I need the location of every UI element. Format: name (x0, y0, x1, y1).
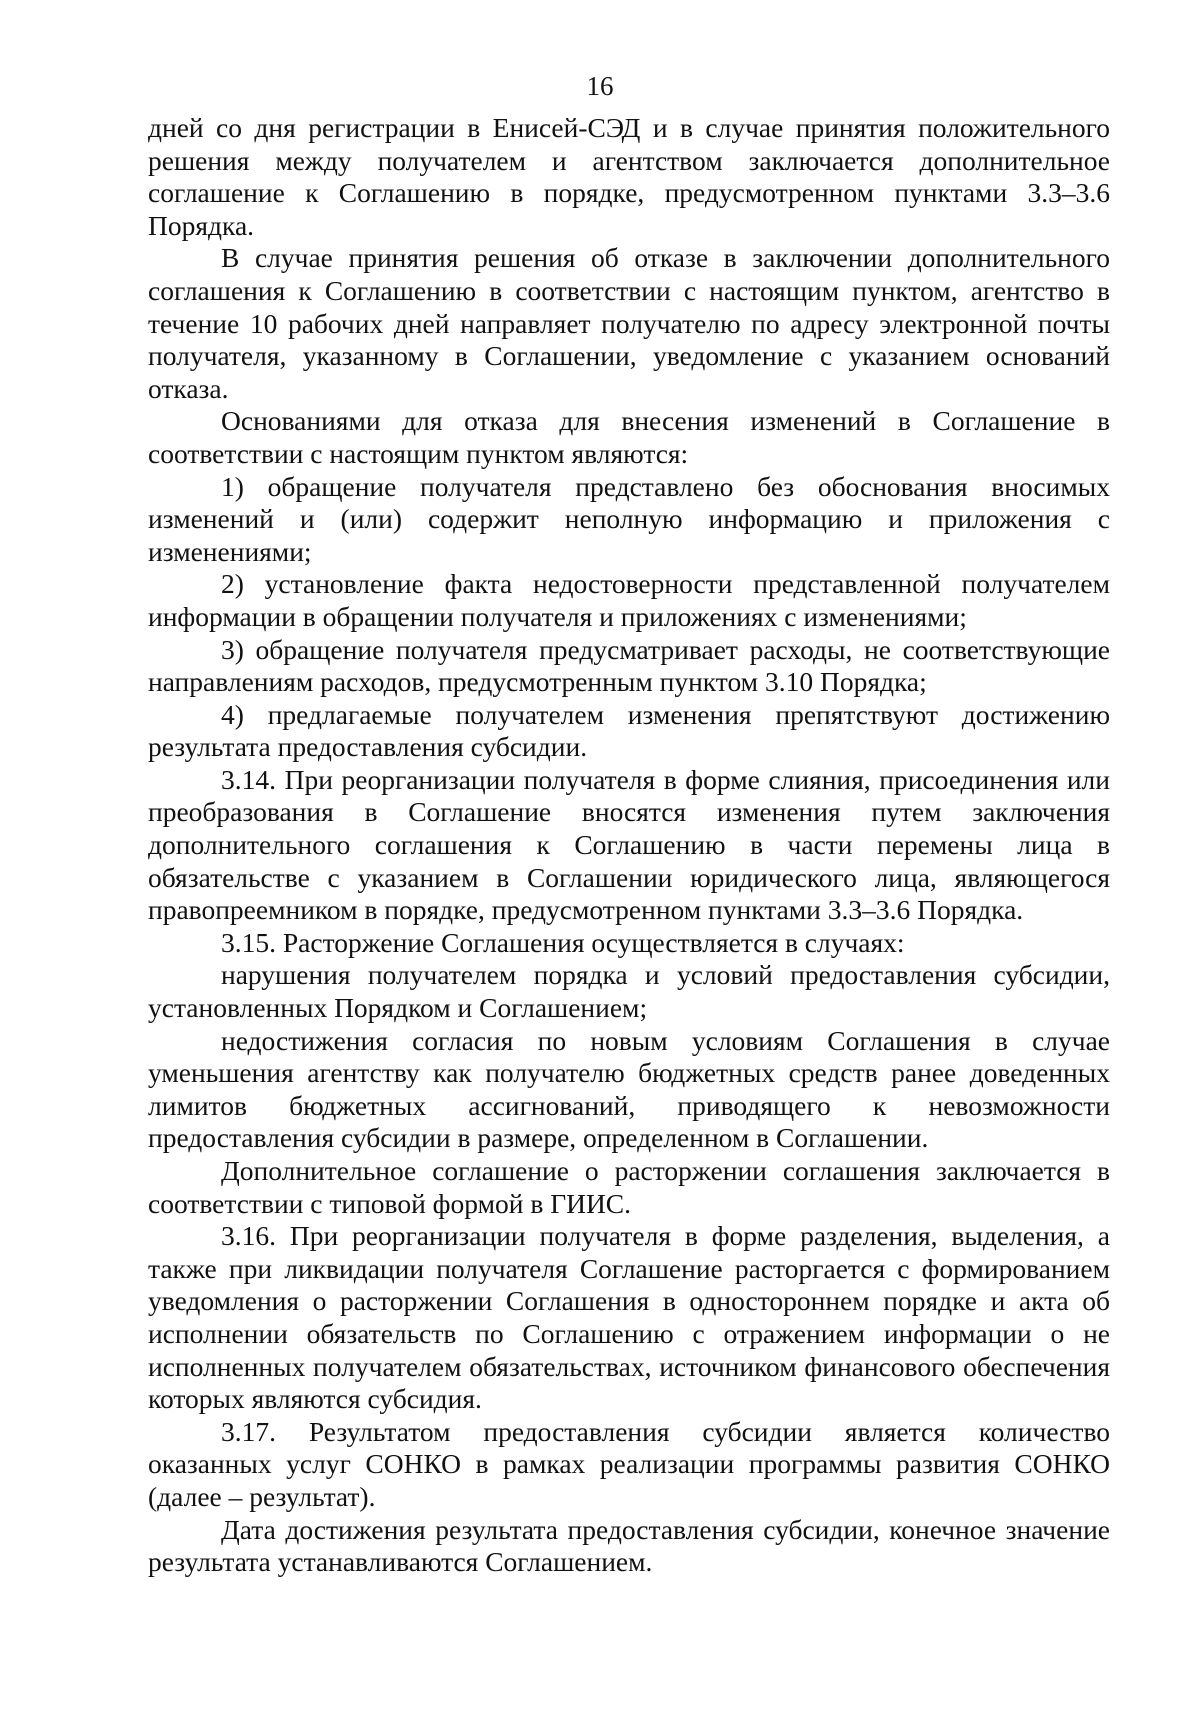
paragraph-refusal-notice: В случае принятия решения об отказе в заключении дополнительного соглашения к Соглашению в соответствии с настоящим пунктом, агентство в течение 10 рабочих дней направляет получателю по адресу электронной почты получателя, указанному в Соглашении, уведомление с указанием оснований отказа. (148, 242, 1110, 404)
list-item-ground-2: 2) установление факта недостоверности представленной получателем информации в обращении получателя и приложениях с изменениями; (148, 568, 1110, 632)
paragraph-continuation: дней со дня регистрации в Енисей-СЭД и в случае принятия положительного решения между получателем и агентством заключается дополнительное соглашение к Соглашению в порядке, предусмотренном пунктами 3.3–3.6 Порядка. (148, 112, 1110, 241)
clause-3-15-case-disagreement: недостижения согласия по новым условиям Соглашения в случае уменьшения агентству как получателю бюджетных средств ранее доведенных лимитов бюджетных ассигнований, приводящего к невозможности предоставления субсидии в размере, определенном в Соглашении. (148, 1024, 1110, 1154)
page-number: 16 (586, 71, 614, 101)
document-body (148, 112, 1110, 1579)
list-item-ground-1: 1) обращение получателя представлено без обоснования вносимых изменений и (или) содержит неполную информацию и приложения с изменениями; (148, 470, 1110, 567)
clause-3-15-case-violation: нарушения получателем порядка и условий предоставления субсидии, установленных Порядком и Соглашением; (148, 959, 1110, 1024)
paragraph-termination-agreement: Дополнительное соглашение о расторжении соглашения заключается в соответствии с типовой формой в ГИИС. (148, 1155, 1110, 1219)
clause-3-15: 3.15. Расторжение Соглашения осуществляется в случаях: (221, 926, 905, 958)
clause-3-16: 3.16. При реорганизации получателя в форме разделения, выделения, а также при ликвидации получателя Соглашение расторгается с формированием уведомления о расторжении Соглашения в одностороннем порядке и акта об исполнении обязательств по Соглашению с отражением информации о не исполненных получателем обязательствах, источником финансового обеспечения которых являются субсидия. (148, 1220, 1110, 1415)
list-item-ground-4: 4) предлагаемые получателем изменения препятствуют достижению результата предоставления субсидии. (148, 698, 1110, 763)
clause-3-17: 3.17. Результатом предоставления субсидии является количество оказанных услуг СОНКО в рамках реализации программы развития СОНКО (далее – результат). (148, 1415, 1110, 1512)
paragraph-result-date: Дата достижения результата предоставления субсидии, конечное значение результата устанавливаются Соглашением. (148, 1513, 1110, 1578)
paragraph-refusal-grounds-intro: Основаниями для отказа для внесения изменений в Соглашение в соответствии с настоящим пунктом являются: (148, 405, 1110, 469)
list-item-ground-3: 3) обращение получателя предусматривает расходы, не соответствующие направлениям расходов, предусмотренным пунктом 3.10 Порядка; (148, 633, 1110, 698)
clause-3-14: 3.14. При реорганизации получателя в форме слияния, присоединения или преобразования в Соглашение вносятся изменения путем заключения дополнительного соглашения к Соглашению в части перемены лица в обязательстве с указанием в Соглашении юридического лица, являющегося правопреемником в порядке, предусмотренном пунктами 3.3–3.6 Порядка. (148, 763, 1110, 926)
